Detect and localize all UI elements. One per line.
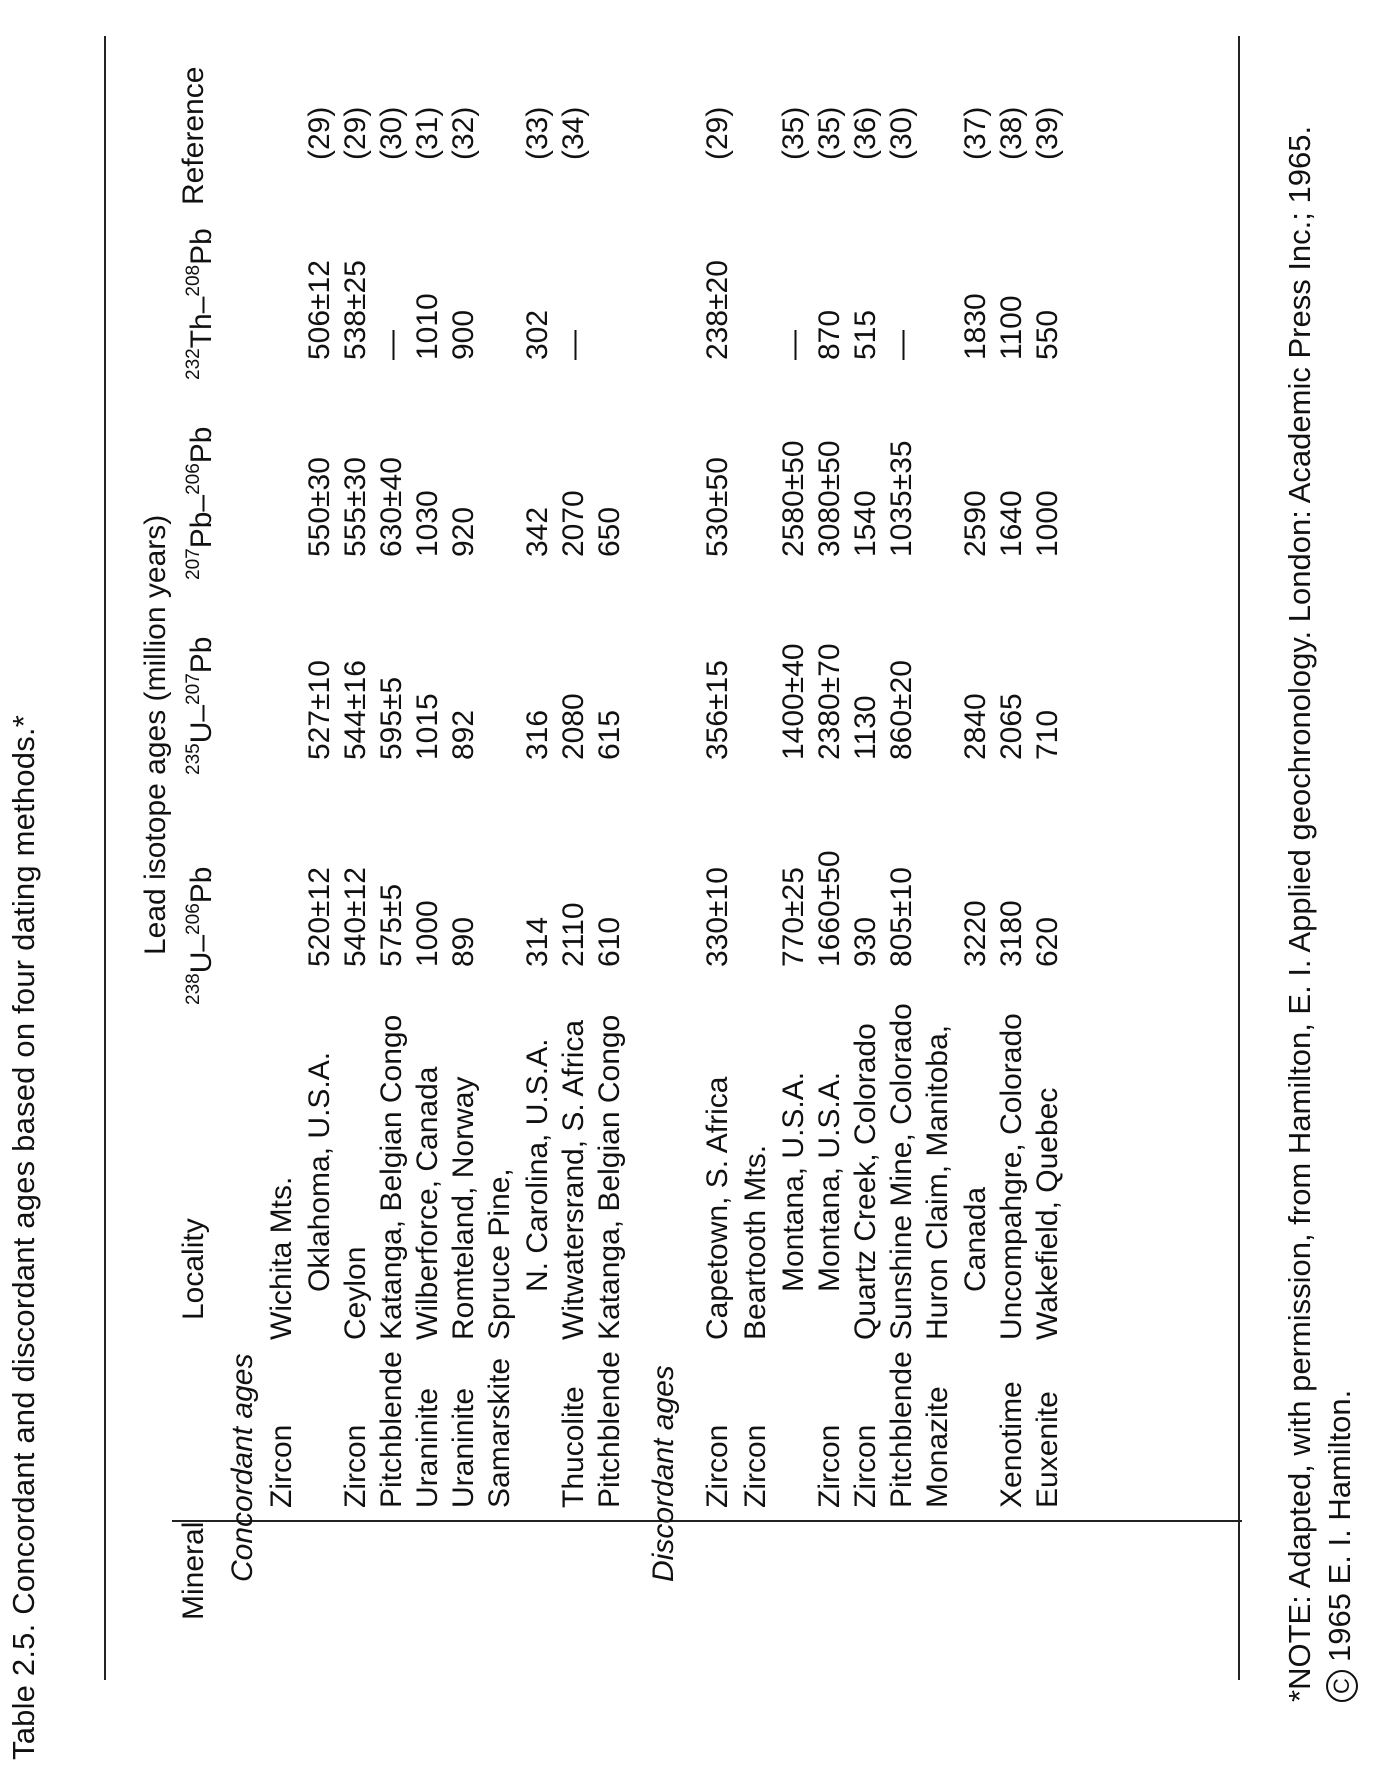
table-cell-mineral: Monazite [921, 1386, 954, 1508]
table-cell-u238: 1660±50 [813, 850, 846, 967]
table-caption: Table 2.5. Concordant and discordant ages based on four dating methods.* [6, 715, 41, 1760]
table-cell-locality: Uncompahgre, Colorado [995, 1013, 1028, 1340]
table-cell-locality: Wilberforce, Canada [411, 1066, 444, 1340]
table-cell-pb207: 1035±35 [885, 440, 918, 557]
table-cell-u238: 520±12 [303, 867, 336, 967]
table-cell-locality-cont: Canada [959, 1186, 992, 1292]
table-cell-u235: 1015 [411, 693, 444, 760]
table-cell-u235: 860±20 [885, 660, 918, 760]
table-cell-th232: 538±25 [339, 260, 372, 360]
table-cell-th232: 1010 [411, 293, 444, 360]
table-cell-th232: — [557, 330, 590, 360]
table-cell-mineral: Zircon [339, 1424, 372, 1508]
table-cell-locality: Katanga, Belgian Congo [375, 1014, 408, 1340]
table-cell-reference: (29) [339, 106, 372, 160]
header-mineral: Mineral [177, 1521, 210, 1620]
table-cell-pb207: 2590 [959, 490, 992, 557]
bottom-rule [1238, 36, 1240, 1680]
header-locality: Locality [177, 1218, 210, 1320]
table-cell-pb207: 2070 [557, 490, 590, 557]
table-cell-th232: 1830 [959, 293, 992, 360]
table-cell-mineral: Xenotime [995, 1381, 1028, 1508]
table-cell-th232: 302 [521, 309, 554, 360]
table-cell-locality-cont: N. Carolina, U.S.A. [521, 1038, 554, 1292]
table-cell-u235: 710 [1031, 709, 1064, 760]
table-cell-reference: (36) [849, 106, 882, 160]
table-cell-reference: (35) [813, 106, 846, 160]
table-cell-mineral: Samarskite [483, 1357, 516, 1508]
table-cell-u235: 544±16 [339, 660, 372, 760]
footnote-source: *NOTE: Adapted, with permission, from Hamilton, E. I. Applied geochronology. London: Academic Press Inc.; 1965. [1282, 125, 1317, 1702]
table-cell-locality: Spruce Pine, [483, 1168, 516, 1340]
footnote-copyright-text: 1965 E. I. Hamilton. [1322, 1389, 1357, 1662]
table-cell-u235: 1400±40 [777, 643, 810, 760]
table-cell-th232: 506±12 [303, 260, 336, 360]
header-u235-pb207: $^{235}$U–$^{207}$Pb [183, 636, 218, 775]
table-cell-locality: Wichita Mts. [265, 1176, 298, 1340]
header-reference: Reference [177, 66, 210, 205]
table-cell-pb207: 555±30 [339, 457, 372, 557]
table-cell-mineral: Zircon [813, 1424, 846, 1508]
table-cell-locality-cont: Oklahoma, U.S.A. [303, 1051, 336, 1292]
table-cell-mineral: Uraninite [447, 1387, 480, 1508]
table-cell-u238: 2110 [557, 902, 590, 967]
table-cell-u235: 527±10 [303, 660, 336, 760]
table-cell-locality: Capetown, S. Africa [701, 1076, 734, 1340]
table-cell-pb207: 342 [521, 506, 554, 557]
table-cell-reference: (30) [375, 106, 408, 160]
table-cell-u235: 316 [521, 709, 554, 760]
section-discordant-ages: Discordant ages [647, 1365, 680, 1582]
table-cell-th232: 870 [813, 309, 846, 360]
table-cell-mineral: Pitchblende [593, 1351, 626, 1508]
table-cell-reference: (29) [303, 106, 336, 160]
section-concordant-ages: Concordant ages [226, 1353, 259, 1582]
table-cell-u238: 314 [521, 916, 554, 967]
table-cell-u235: 2065 [995, 693, 1028, 760]
table-cell-mineral: Zircon [739, 1424, 772, 1508]
table-cell-pb207: 630±40 [375, 457, 408, 557]
table-cell-pb207: 1640 [995, 490, 1028, 557]
table-cell-u235: 356±15 [701, 660, 734, 760]
footnote-copyright [1322, 1390, 1358, 1702]
table-cell-th232: 550 [1031, 309, 1064, 360]
table-cell-locality: Quartz Creek, Colorado [849, 1023, 882, 1340]
table-cell-u238: 3220 [959, 900, 992, 967]
table-cell-locality: Romteland, Norway [447, 1076, 480, 1340]
table-cell-u238: 540±12 [339, 867, 372, 967]
table-cell-reference: (32) [447, 106, 480, 160]
table-cell-th232: — [885, 330, 918, 360]
table-cell-u235: 2840 [959, 693, 992, 760]
table-cell-locality: Montana, U.S.A. [813, 1071, 846, 1292]
table-cell-u238: 770±25 [777, 867, 810, 967]
table-cell-mineral: Zircon [849, 1424, 882, 1508]
table-cell-u235: 595±5 [375, 676, 408, 760]
table-cell-mineral: Pitchblende [885, 1351, 918, 1508]
table-cell-th232: — [375, 330, 408, 360]
table-cell-u238: 805±10 [885, 867, 918, 967]
table-cell-u238: 330±10 [701, 867, 734, 967]
column-divider [172, 1520, 1242, 1522]
table-cell-pb207: 920 [447, 506, 480, 557]
header-pb207-pb206: $^{207}$Pb–$^{206}$Pb [183, 426, 218, 580]
table-cell-mineral: Euxenite [1031, 1391, 1064, 1508]
table-cell-locality-cont: Montana, U.S.A. [777, 1071, 810, 1292]
table-cell-u238: 620 [1031, 916, 1064, 967]
table-cell-th232: 900 [447, 309, 480, 360]
table-cell-pb207: 1030 [411, 490, 444, 557]
table-cell-pb207: 650 [593, 506, 626, 557]
table-cell-locality: Beartooth Mts. [739, 1144, 772, 1340]
table-cell-reference: (35) [777, 106, 810, 160]
table-cell-pb207: 530±50 [701, 457, 734, 557]
table-cell-th232: — [777, 330, 810, 360]
table-cell-reference: (37) [959, 106, 992, 160]
table-cell-reference: (38) [995, 106, 1028, 160]
table-cell-th232: 1100 [995, 295, 1028, 360]
table-cell-u238: 610 [593, 916, 626, 967]
table-cell-u235: 1130 [849, 695, 882, 760]
table-cell-locality: Witwatersrand, S. Africa [557, 1019, 590, 1340]
table-cell-mineral: Zircon [701, 1424, 734, 1508]
table-cell-u235: 892 [447, 709, 480, 760]
table-cell-u238: 3180 [995, 900, 1028, 967]
table-cell-u238: 890 [447, 916, 480, 967]
table-cell-reference: (29) [701, 106, 734, 160]
table-cell-reference: (34) [557, 106, 590, 160]
table-cell-u235: 2380±70 [813, 643, 846, 760]
table-cell-locality: Huron Claim, Manitoba, [921, 1024, 954, 1340]
table-cell-pb207: 1540 [849, 490, 882, 557]
table-cell-pb207: 1000 [1031, 490, 1064, 557]
table-cell-u235: 615 [593, 709, 626, 760]
header-th232-pb208: $^{232}$Th–$^{208}$Pb [183, 228, 218, 380]
table-cell-reference: (39) [1031, 106, 1064, 160]
table-cell-u238: 1000 [411, 900, 444, 967]
table-cell-mineral: Thucolite [557, 1386, 590, 1508]
table-cell-locality: Sunshine Mine, Colorado [885, 1003, 918, 1340]
table-cell-u238: 575±5 [375, 883, 408, 967]
table-cell-th232: 515 [849, 309, 882, 360]
top-rule [104, 36, 106, 1680]
header-lead-isotope-ages: Lead isotope ages (million years) [139, 514, 172, 955]
header-u238-pb206: $^{238}$U–$^{206}$Pb [183, 866, 218, 1005]
table-cell-u235: 2080 [557, 693, 590, 760]
table-cell-u238: 930 [849, 916, 882, 967]
table-cell-locality: Wakefield, Quebec [1031, 1087, 1064, 1340]
table-cell-pb207: 2580±50 [777, 440, 810, 557]
copyright-icon: C [1326, 1670, 1358, 1702]
table-cell-th232: 238±20 [701, 260, 734, 360]
table-cell-mineral: Zircon [265, 1424, 298, 1508]
table-cell-locality: Ceylon [339, 1246, 372, 1340]
table-cell-pb207: 550±30 [303, 457, 336, 557]
table-cell-pb207: 3080±50 [813, 440, 846, 557]
table-cell-locality: Katanga, Belgian Congo [593, 1014, 626, 1340]
table-cell-reference: (31) [411, 106, 444, 160]
table-cell-mineral: Uraninite [411, 1387, 444, 1508]
table-cell-mineral: Pitchblende [375, 1351, 408, 1508]
table-cell-reference: (33) [521, 106, 554, 160]
table-cell-reference: (30) [885, 106, 918, 160]
